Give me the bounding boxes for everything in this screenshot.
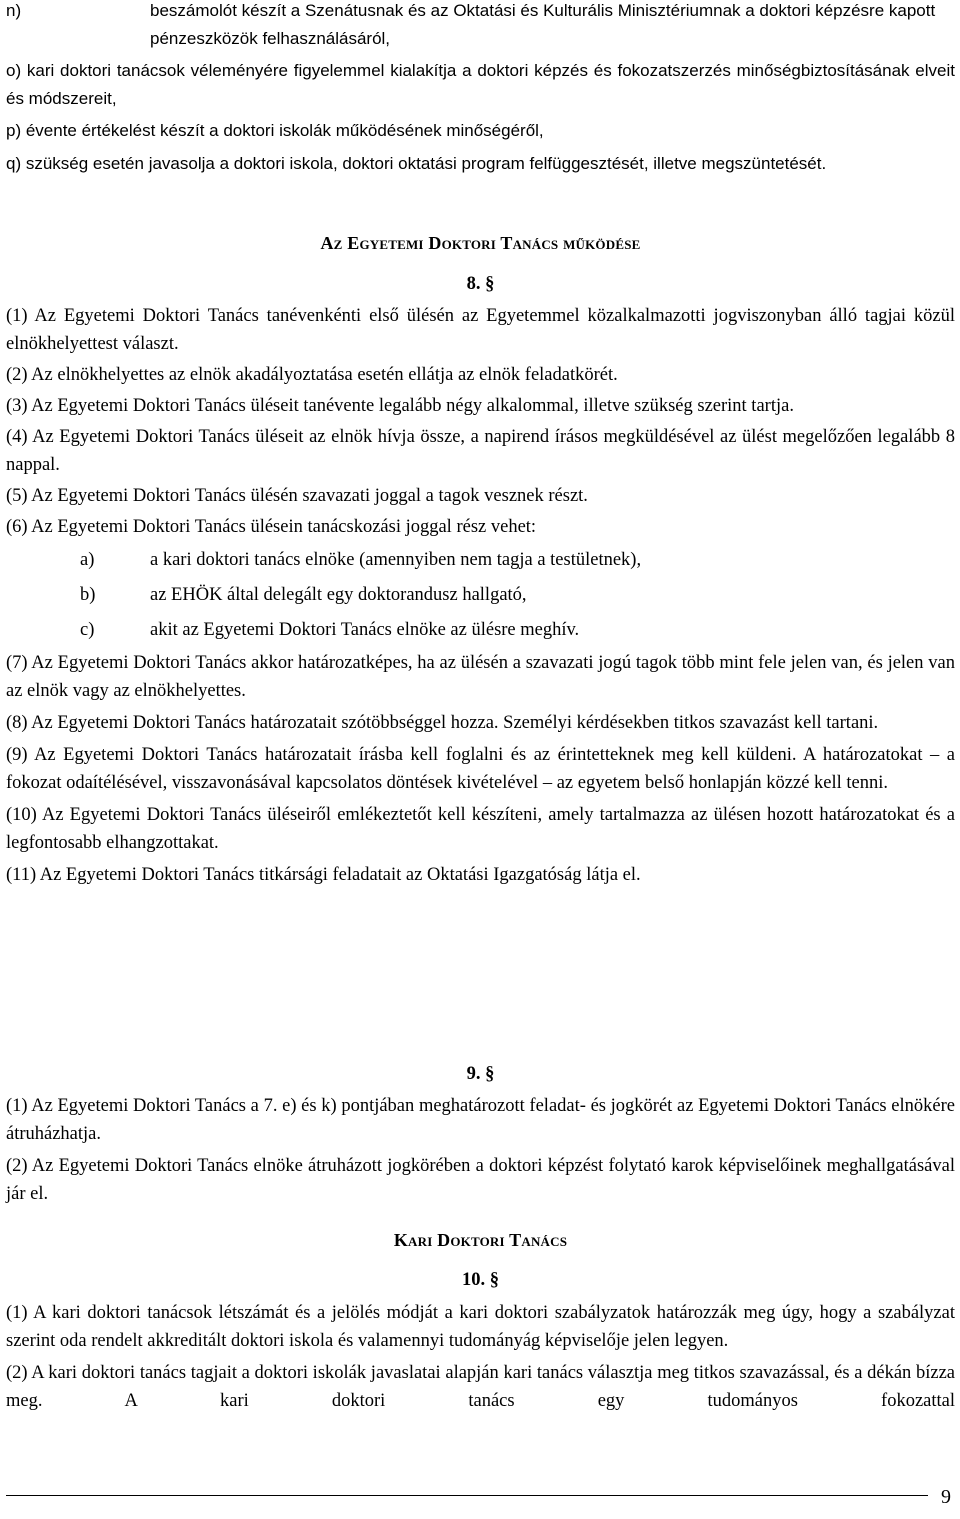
paragraph: (6) Az Egyetemi Doktori Tanács ülésein tanácskozási joggal rész vehet:	[6, 517, 537, 537]
list-label: n)	[6, 1, 22, 20]
section-number: 9.	[466, 1064, 481, 1084]
paragraph: (8) Az Egyetemi Doktori Tanács határozatait szótöbbséggel hozza. Személyi kérdésekben titkos szavazást kell tartani.	[6, 713, 879, 733]
sublist-item-b	[80, 581, 955, 609]
list-text: beszámolót készít a Szenátusnak és az Oktatási és Kulturális Minisztériumnak a doktori képzésre kapott pénzeszközök felhasználásáról,	[150, 1, 936, 48]
section-8-body	[6, 302, 955, 889]
paragraph: (3) Az Egyetemi Doktori Tanács üléseit tanévente legalább négy alkalommal, illetve szükség szerint tartja.	[6, 396, 794, 416]
footer-divider	[6, 1495, 928, 1496]
sublist-label: a)	[80, 550, 95, 570]
paragraph: (1) Az Egyetemi Doktori Tanács tanévenkénti első ülésén az Egyetemmel közalkalmazotti jogviszonyban álló tagjai közül elnökhelyettest választ.	[6, 306, 955, 354]
sublist-item-c	[80, 616, 955, 644]
section-10-body	[6, 1299, 955, 1415]
paragraph: (9) Az Egyetemi Doktori Tanács határozatait írásba kell foglalni és az érintetteknek meg kell küldeni. A határozatokat – a fokozat odaítélésével, visszavonásával kapcsolatos döntések kivételével – az egyetem belső honlapján közzé kell tenni.	[6, 745, 955, 793]
paragraph: (1) Az Egyetemi Doktori Tanács a 7. e) és k) pontjában meghatározott feladat- és jogkörét az Egyetemi Doktori Tanács elnökére átruházhatja.	[6, 1096, 955, 1144]
sublist-label: c)	[80, 620, 95, 640]
top-list	[6, 0, 955, 178]
sublist-label: b)	[80, 585, 96, 605]
list-item-o: o) kari doktori tanácsok véleményére figyelemmel kialakítja a doktori képzés és fokozatszerzés minőségbiztosításának elveit és módszereit,	[6, 61, 955, 108]
section-number-9	[6, 1060, 955, 1088]
list-item-q: q) szükség esetén javasolja a doktori iskola, doktori oktatási program felfüggesztését, illetve megszüntetését.	[6, 154, 827, 173]
sublist-text: az EHÖK által delegált egy doktorandusz hallgató,	[150, 585, 527, 605]
section-sign-icon: §	[485, 1064, 495, 1084]
sublist	[6, 546, 955, 644]
page-number: 9	[941, 1486, 951, 1508]
section-number: 10.	[462, 1270, 486, 1290]
paragraph: (4) Az Egyetemi Doktori Tanács üléseit az elnök hívja össze, a napirend írásos megküldésével az ülést megelőzően legalább 8 nappal.	[6, 427, 955, 475]
section-sign-icon: §	[485, 274, 495, 294]
section-9-body	[6, 1092, 955, 1208]
section-number: 8.	[466, 274, 481, 294]
section-number-10	[6, 1266, 955, 1294]
section-heading-operation: Az Egyetemi Doktori Tanács működése	[320, 233, 641, 253]
list-item-p: p) évente értékelést készít a doktori iskolák működésének minőségéről,	[6, 121, 544, 140]
paragraph: (2) Az elnökhelyettes az elnök akadályoztatása esetén ellátja az elnök feladatkörét.	[6, 365, 618, 385]
sublist-item-a	[80, 546, 955, 574]
paragraph: (2) A kari doktori tanács tagjait a doktori iskolák javaslatai alapján kari tanács választja meg titkos szavazással, és a dékán bízza meg. A kari doktori tanács egy tudományos fokozattal	[6, 1363, 955, 1411]
list-item-n	[6, 0, 955, 53]
section-sign-icon: §	[489, 1270, 499, 1290]
paragraph: (1) A kari doktori tanácsok létszámát és a jelölés módját a kari doktori szabályzatok határozzák meg úgy, hogy a szabályzat szerint oda rendelt akkreditált doktori iskola és valamennyi tudományág képviselője jelen legyen.	[6, 1303, 955, 1351]
section-number-8	[6, 270, 955, 298]
paragraph: (5) Az Egyetemi Doktori Tanács ülésén szavazati joggal a tagok vesznek részt.	[6, 486, 588, 506]
section-heading-faculty-council: Kari Doktori Tanács	[393, 1230, 568, 1250]
paragraph: (7) Az Egyetemi Doktori Tanács akkor határozatképes, ha az ülésén a szavazati jogú tagok több mint fele jelen van, és jelen van az elnök vagy az elnökhelyettes.	[6, 653, 955, 701]
sublist-text: a kari doktori tanács elnöke (amennyiben nem tagja a testületnek),	[150, 550, 642, 570]
paragraph: (2) Az Egyetemi Doktori Tanács elnöke átruházott jogkörében a doktori képzést folytató karok képviselőinek meghallgatásával jár el.	[6, 1156, 955, 1204]
paragraph: (11) Az Egyetemi Doktori Tanács titkársági feladatait az Oktatási Igazgatóság látja el.	[6, 865, 641, 885]
sublist-text: akit az Egyetemi Doktori Tanács elnöke az ülésre meghív.	[150, 620, 580, 640]
paragraph: (10) Az Egyetemi Doktori Tanács üléseiről emlékeztetőt kell készíteni, amely tartalmazza az ülésen hozott határozatokat és a legfontosabb elhangzottakat.	[6, 805, 955, 853]
